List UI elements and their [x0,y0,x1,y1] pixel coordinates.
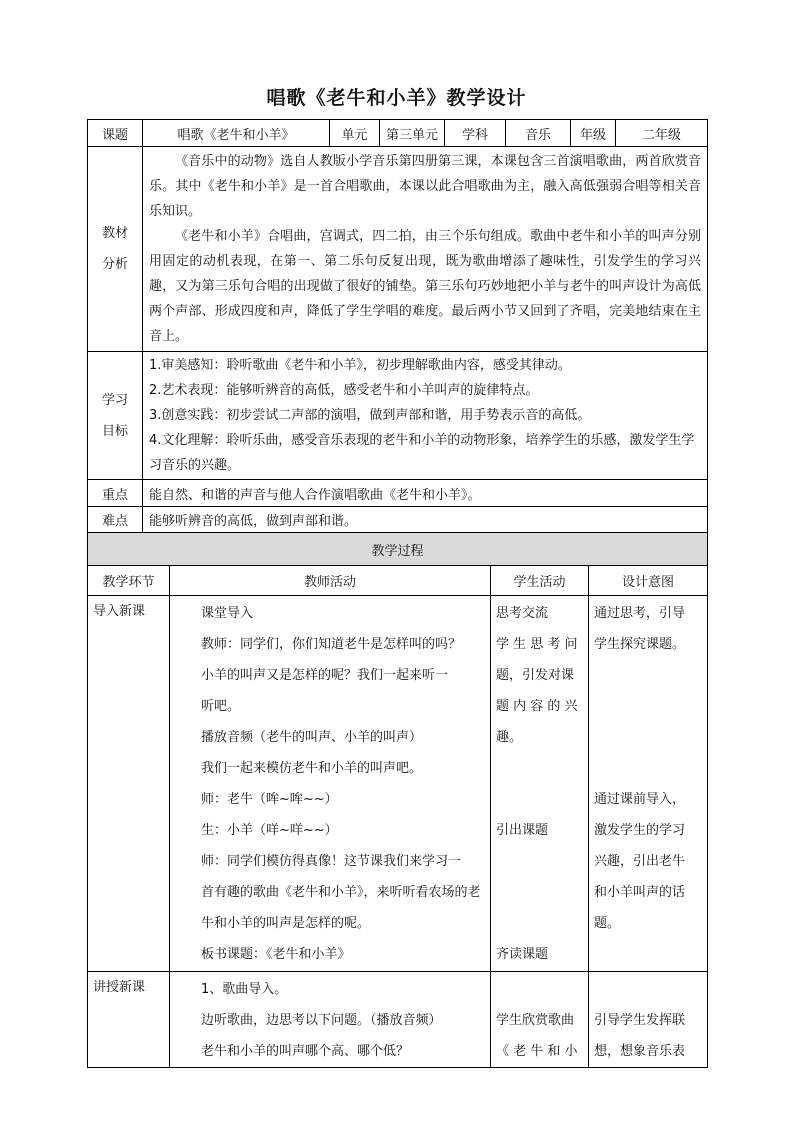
analysis-label [88,147,143,352]
stage-new-lesson: 讲授新课 [88,972,170,1068]
teacher-line: 听吧。 [201,699,241,714]
student-line: 齐读课题 [496,947,549,962]
intent-line: 激发学生的学习 [594,823,686,838]
topic-label: 课题 [88,120,143,147]
grade-label: 年级 [571,120,616,147]
teacher-line: 1、歌曲导入。 [201,982,288,997]
objective-item: 3.创意实践：初步尝试二声部的演唱，做到声部和谐，用手势表示音的高低。 [149,408,591,423]
teacher-line: 我们一起来模仿老牛和小羊的叫声吧。 [201,761,423,776]
analysis-label-line2: 分析 [101,257,128,272]
teacher-line: 边听歌曲，边思考以下问题。（播放音频） [201,1013,442,1028]
student-activity-new-lesson [491,972,589,1068]
objectives-label [88,352,143,480]
teacher-line: 师：老牛（哞~哞~~） [201,792,338,807]
objective-item: 2.艺术表现：能够听辨音的高低，感受老牛和小羊叫声的旋律特点。 [149,383,539,398]
analysis-para2: 《老牛和小羊》合唱曲，宫调式，四二拍，由三个乐句组成。歌曲中老牛和小羊的叫声分别用固定的动机表现，在第一、第二乐句反复出现，既为歌曲增添了趣味性，引发学生的学习兴趣，又为第三乐句合唱的出现做了很好的铺垫。第三乐句巧妙地把小羊与老牛的叫声设计为高低两个声部、形成四度和声，降低了学生学唱的难度。最后两小节又回到了齐唱，完美地结束在主音上。 [149,229,701,344]
analysis-para1: 《音乐中的动物》选自人教版小学音乐第四册第三课，本课包含三首演唱歌曲，两首欣赏音乐。其中《老牛和小羊》是一首合唱歌曲，本课以此合唱歌曲为主，融入高低强弱合唱等相关音乐知识。 [149,154,701,219]
objectives-label-line1: 学习 [101,392,128,408]
teacher-line: 课堂导入 [201,606,254,621]
student-line: 思考交流 [496,606,549,621]
difficulty-value: 能够听辨音的高低，做到声部和谐。 [143,507,708,533]
subject-value: 音乐 [506,120,571,147]
intent-line: 题。 [594,916,621,931]
grade-value: 二年级 [616,120,708,147]
intent-line: 通过思考，引导 [594,606,686,621]
objectives-label-line2: 目标 [101,423,128,439]
student-line: 趣。 [496,730,523,745]
objective-item: 1.审美感知：聆听歌曲《老牛和小羊》，初步理解歌曲内容，感受其律动。 [149,358,571,373]
teacher-line: 小羊的叫声又是怎样的呢？我们一起来听一 [201,668,449,683]
subject-label: 学科 [445,120,506,147]
student-line: 《 老 牛 和 小 [496,1044,578,1059]
column-header-intent: 设计意图 [589,566,708,596]
process-section-title: 教学过程 [88,533,708,566]
intent-line: 引导学生发挥联 [594,1013,686,1028]
intent-line: 和小羊叫声的话 [594,885,686,900]
teacher-activity-intro [170,596,491,972]
teacher-line: 牛和小羊的叫声是怎样的呢。 [201,916,371,931]
teacher-line: 播放音频（老牛的叫声、小羊的叫声） [201,730,423,745]
student-line: 题 内 容 的 兴 [496,699,578,714]
intent-line: 学生探究课题。 [594,637,686,652]
difficulty-label: 难点 [88,507,143,533]
student-line: 题，引发对课 [496,668,575,683]
objective-item: 4.文化理解：聆听乐曲，感受音乐表现的老牛和小羊的动物形象，培养学生的乐感，激发学生学习音乐的兴趣。 [149,433,695,473]
teacher-activity-new-lesson [170,972,491,1068]
lesson-info-table [87,119,708,533]
key-point-value: 能自然、和谐的声音与他人合作演唱歌曲《老牛和小羊》。 [143,480,708,507]
student-line: 引出课题 [496,823,549,838]
column-header-teacher: 教师活动 [170,566,491,596]
document-title: 唱歌《老牛和小羊》教学设计 [266,87,527,109]
teacher-line: 老牛和小羊的叫声哪个高、哪个低？ [201,1044,410,1059]
intent-new-lesson [589,972,708,1068]
stage-intro: 导入新课 [88,596,170,972]
process-table [87,532,708,1068]
column-header-stage: 教学环节 [88,566,170,596]
table-row [88,972,708,1068]
column-header-student: 学生活动 [491,566,589,596]
intent-intro [589,596,708,972]
intent-line: 想，想象音乐表 [594,1044,686,1059]
teacher-line: 教师：同学们，你们知道老牛是怎样叫的吗？ [201,637,462,652]
teacher-line: 生：小羊（咩~咩~~） [201,823,338,838]
teacher-line: 首有趣的歌曲《老牛和小羊》，来听听看农场的老 [201,885,481,900]
student-line: 学生欣赏歌曲 [496,1013,575,1028]
topic-value: 唱歌《老牛和小羊》 [143,120,330,147]
unit-label: 单元 [330,120,380,147]
intent-line: 兴趣，引出老牛 [594,854,686,869]
student-activity-intro [491,596,589,972]
analysis-label-line1: 教材 [101,226,128,241]
objectives-content [143,352,708,480]
student-line: 学 生 思 考 问 [496,637,578,652]
intent-line: 通过课前导入， [594,792,686,807]
unit-value: 第三单元 [380,120,445,147]
teacher-line: 师：同学们模仿得真像！这节课我们来学习一 [201,854,462,869]
table-row [88,596,708,972]
key-point-label: 重点 [88,480,143,507]
teacher-line: 板书课题：《老牛和小羊》 [201,947,351,962]
analysis-content [143,147,708,352]
